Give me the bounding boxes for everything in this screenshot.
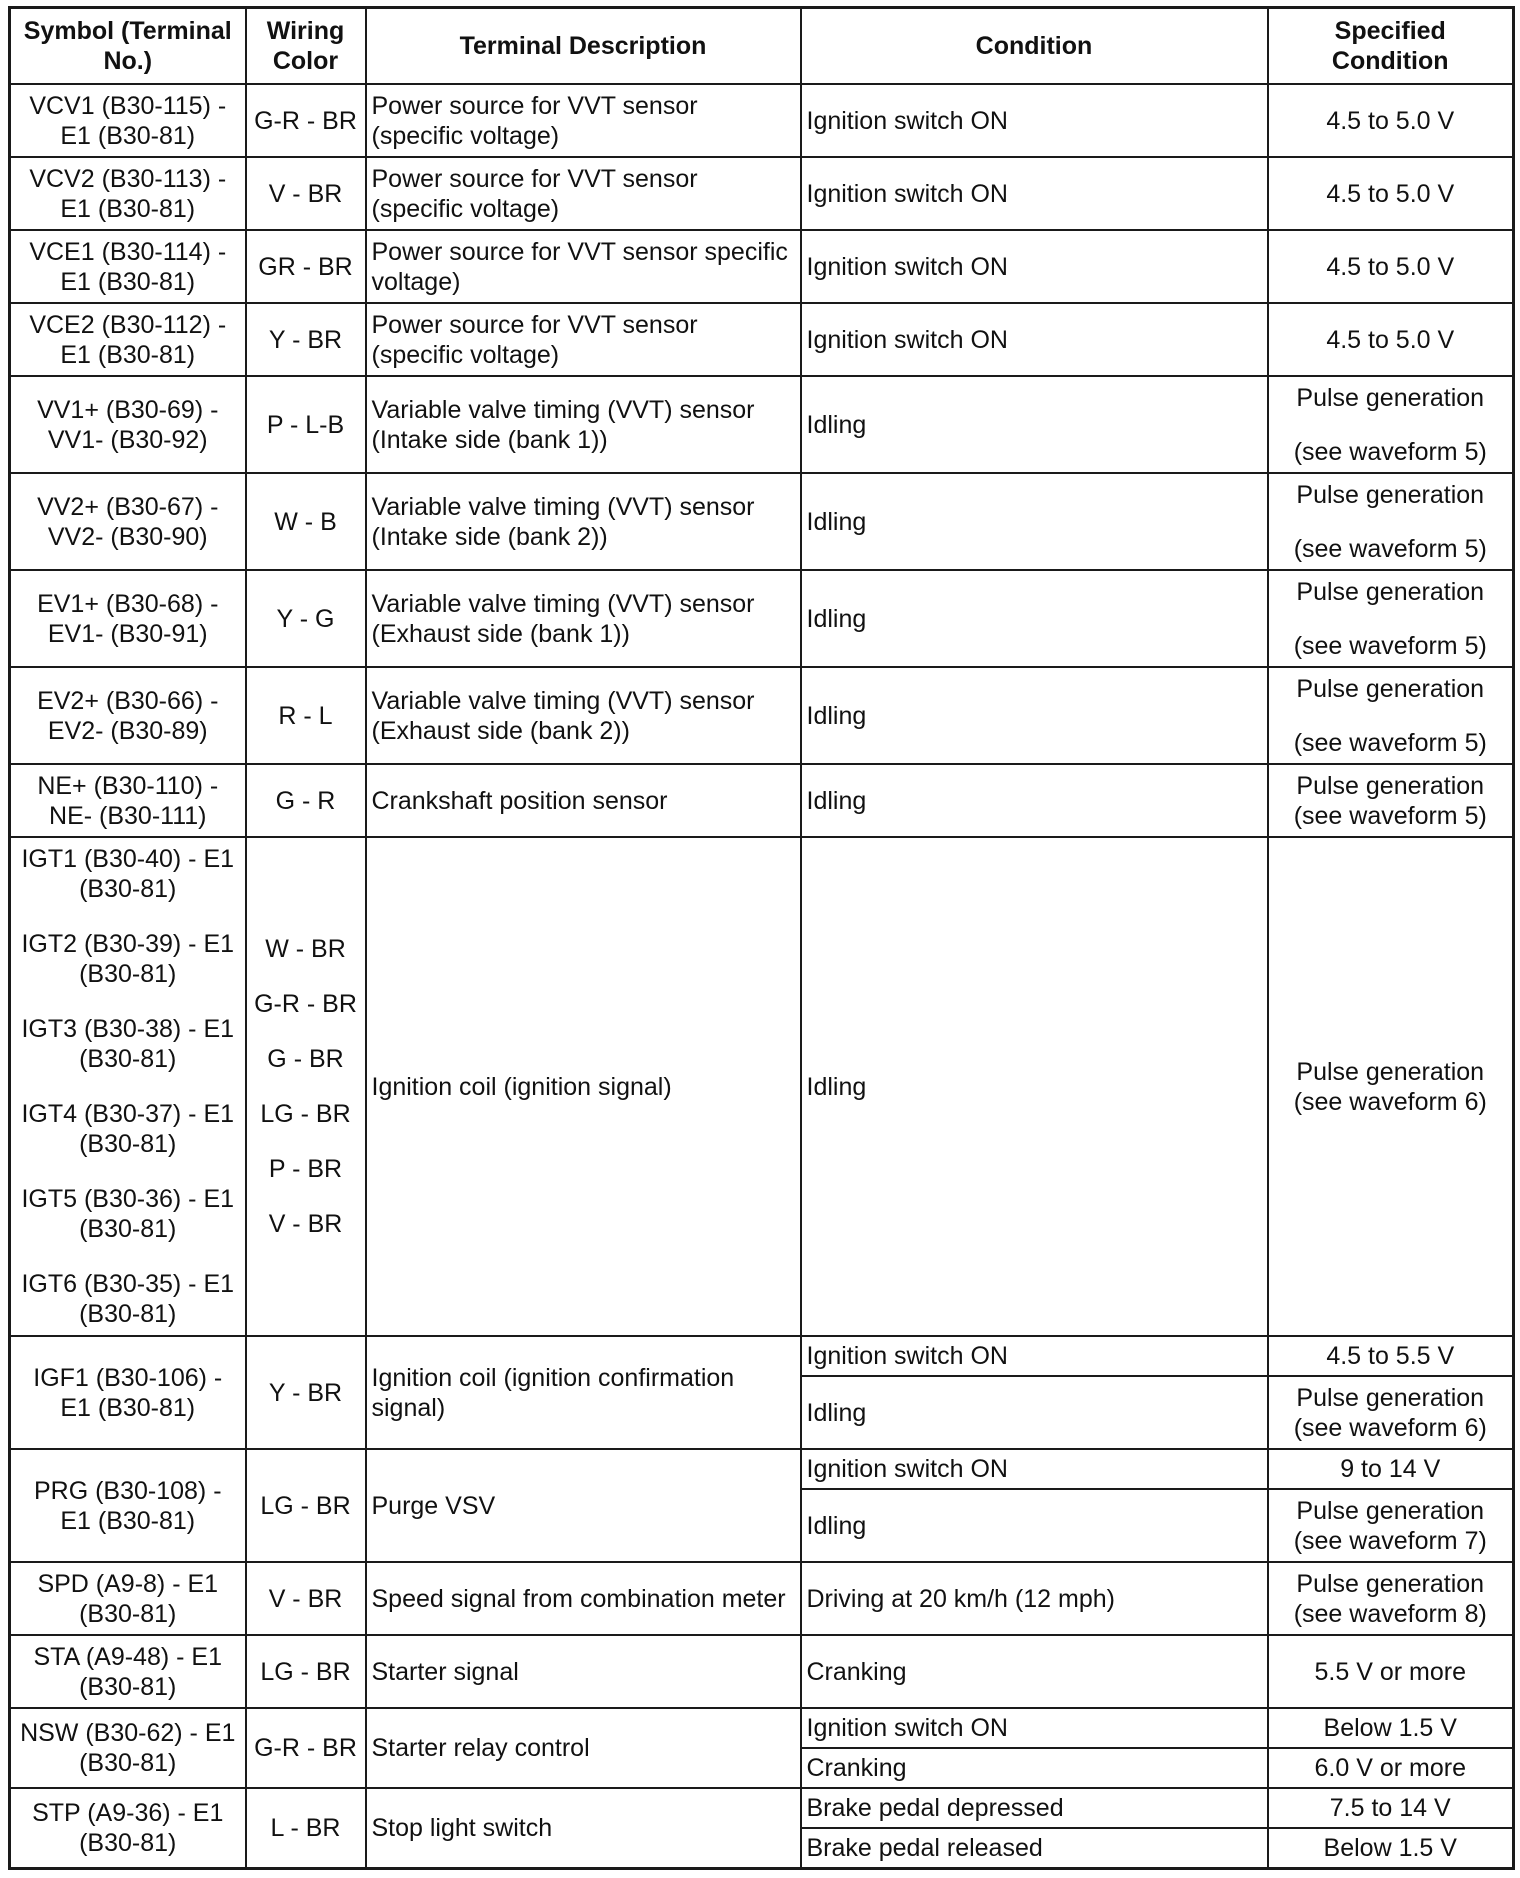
description-cell: Ignition coil (ignition confirmation signal)	[366, 1336, 801, 1449]
line-spacer	[1274, 510, 1508, 534]
description-cell: Starter relay control	[366, 1708, 801, 1788]
igt-symbol: IGT4 (B30-37) - E1 (B30-81)	[21, 1100, 235, 1158]
wiring-cell: LG - BR	[246, 1449, 366, 1562]
symbol-cell: SPD (A9-8) - E1 (B30-81)	[10, 1562, 246, 1635]
terminal-table-container	[8, 6, 1512, 1870]
line-spacer	[1274, 607, 1508, 631]
description-cell: Stop light switch	[366, 1788, 801, 1868]
specified-line-1: Pulse generation	[1296, 674, 1485, 703]
condition-cell: Brake pedal depressed	[801, 1788, 1268, 1828]
description-cell: Purge VSV	[366, 1449, 801, 1562]
condition-cell: Idling	[801, 764, 1268, 837]
wiring-cell: W - B	[246, 473, 366, 570]
condition-cell: Idling	[801, 376, 1268, 473]
igt-wiring: G-R - BR	[254, 990, 357, 1018]
table-row	[10, 303, 1514, 376]
condition-cell: Ignition switch ON	[801, 84, 1268, 157]
condition-cell: Idling	[801, 667, 1268, 764]
specified-line-2: (see waveform 5)	[1293, 631, 1487, 660]
specified-cell: Below 1.5 V	[1268, 1708, 1514, 1748]
specified-cell: 6.0 V or more	[1268, 1748, 1514, 1788]
specified-cell: 4.5 to 5.0 V	[1268, 303, 1514, 376]
table-row-igt-group	[10, 837, 1514, 1336]
description-cell: Variable valve timing (VVT) sensor (Exhaust side (bank 1))	[366, 570, 801, 667]
table-row	[10, 1336, 1514, 1376]
symbol-cell: VCE2 (B30-112) - E1 (B30-81)	[10, 303, 246, 376]
description-cell: Variable valve timing (VVT) sensor (Exhaust side (bank 2))	[366, 667, 801, 764]
condition-cell: Ignition switch ON	[801, 303, 1268, 376]
table-row	[10, 376, 1514, 473]
description-cell: Variable valve timing (VVT) sensor (Intake side (bank 1))	[366, 376, 801, 473]
condition-cell: Cranking	[801, 1748, 1268, 1788]
symbol-cell: VCE1 (B30-114) - E1 (B30-81)	[10, 230, 246, 303]
specified-cell: 4.5 to 5.0 V	[1268, 157, 1514, 230]
specified-cell	[1268, 473, 1514, 570]
specified-cell: Pulse generation (see waveform 7)	[1268, 1489, 1514, 1562]
wiring-cell: G - R	[246, 764, 366, 837]
symbol-cell: VV1+ (B30-69) - VV1- (B30-92)	[10, 376, 246, 473]
table-row	[10, 84, 1514, 157]
condition-cell: Ignition switch ON	[801, 157, 1268, 230]
specified-line-1: Pulse generation	[1296, 383, 1485, 412]
header-specified-condition: Specified Condition	[1268, 8, 1514, 85]
header-condition: Condition	[801, 8, 1268, 85]
condition-cell: Idling	[801, 473, 1268, 570]
igt-wiring: V - BR	[268, 1210, 343, 1238]
condition-cell: Ignition switch ON	[801, 1336, 1268, 1376]
symbol-cell: NE+ (B30-110) - NE- (B30-111)	[10, 764, 246, 837]
symbol-cell: STP (A9-36) - E1 (B30-81)	[10, 1788, 246, 1868]
table-row	[10, 1449, 1514, 1489]
igt-symbol: IGT6 (B30-35) - E1 (B30-81)	[21, 1270, 235, 1328]
table-row	[10, 570, 1514, 667]
header-symbol: Symbol (Terminal No.)	[10, 8, 246, 85]
condition-cell: Idling	[801, 1489, 1268, 1562]
symbol-cell: EV2+ (B30-66) - EV2- (B30-89)	[10, 667, 246, 764]
wiring-cell: L - BR	[246, 1788, 366, 1868]
igt-symbol: IGT1 (B30-40) - E1 (B30-81)	[21, 845, 235, 903]
table-row	[10, 1708, 1514, 1748]
wiring-cell: Y - G	[246, 570, 366, 667]
specified-line-1: Pulse generation	[1296, 480, 1485, 509]
specified-cell: Pulse generation (see waveform 6)	[1268, 1376, 1514, 1449]
header-terminal-description: Terminal Description	[366, 8, 801, 85]
specified-line-1: Pulse generation	[1296, 577, 1485, 606]
description-cell: Power source for VVT sensor (specific voltage)	[366, 84, 801, 157]
specified-line-2: (see waveform 5)	[1293, 728, 1487, 757]
specified-cell	[1268, 570, 1514, 667]
table-row	[10, 764, 1514, 837]
specified-cell: 5.5 V or more	[1268, 1635, 1514, 1708]
condition-cell: Cranking	[801, 1635, 1268, 1708]
description-cell: Ignition coil (ignition signal)	[366, 837, 801, 1336]
specified-cell: Pulse generation (see waveform 8)	[1268, 1562, 1514, 1635]
symbol-cell: PRG (B30-108) - E1 (B30-81)	[10, 1449, 246, 1562]
condition-cell: Ignition switch ON	[801, 1708, 1268, 1748]
symbol-cell: VV2+ (B30-67) - VV2- (B30-90)	[10, 473, 246, 570]
igt-wiring: P - BR	[268, 1155, 343, 1183]
igt-symbol: IGT3 (B30-38) - E1 (B30-81)	[21, 1015, 235, 1073]
condition-cell: Ignition switch ON	[801, 230, 1268, 303]
specified-cell: 9 to 14 V	[1268, 1449, 1514, 1489]
symbol-cell: EV1+ (B30-68) - EV1- (B30-91)	[10, 570, 246, 667]
symbol-cell: STA (A9-48) - E1 (B30-81)	[10, 1635, 246, 1708]
ecm-terminal-table	[8, 6, 1515, 1870]
description-cell: Power source for VVT sensor (specific voltage)	[366, 303, 801, 376]
condition-cell: Ignition switch ON	[801, 1449, 1268, 1489]
table-row	[10, 473, 1514, 570]
description-cell: Variable valve timing (VVT) sensor (Intake side (bank 2))	[366, 473, 801, 570]
wiring-cell: P - L-B	[246, 376, 366, 473]
specified-cell: Below 1.5 V	[1268, 1828, 1514, 1868]
condition-cell: Idling	[801, 837, 1268, 1336]
table-row	[10, 667, 1514, 764]
symbol-cell: NSW (B30-62) - E1 (B30-81)	[10, 1708, 246, 1788]
wiring-cell: Y - BR	[246, 1336, 366, 1449]
symbol-cell: IGF1 (B30-106) - E1 (B30-81)	[10, 1336, 246, 1449]
table-row	[10, 1788, 1514, 1828]
specified-cell: Pulse generation (see waveform 6)	[1268, 837, 1514, 1336]
line-spacer	[1274, 704, 1508, 728]
table-row	[10, 1562, 1514, 1635]
description-cell: Power source for VVT sensor (specific voltage)	[366, 157, 801, 230]
igt-symbol: IGT5 (B30-36) - E1 (B30-81)	[21, 1185, 235, 1243]
symbol-cell	[10, 837, 246, 1336]
specified-cell: 4.5 to 5.0 V	[1268, 84, 1514, 157]
table-row	[10, 157, 1514, 230]
description-cell: Crankshaft position sensor	[366, 764, 801, 837]
specified-cell	[1268, 667, 1514, 764]
igt-wiring: LG - BR	[260, 1100, 351, 1128]
symbol-cell: VCV2 (B30-113) - E1 (B30-81)	[10, 157, 246, 230]
igt-wiring: G - BR	[267, 1045, 344, 1073]
line-spacer	[1274, 413, 1508, 437]
header-row	[10, 8, 1514, 85]
table-row	[10, 230, 1514, 303]
specified-cell: 4.5 to 5.0 V	[1268, 230, 1514, 303]
wiring-cell: R - L	[246, 667, 366, 764]
specified-cell: Pulse generation (see waveform 5)	[1268, 764, 1514, 837]
specified-line-2: (see waveform 5)	[1293, 534, 1487, 563]
wiring-cell: G-R - BR	[246, 1708, 366, 1788]
wiring-cell: Y - BR	[246, 303, 366, 376]
wiring-cell: GR - BR	[246, 230, 366, 303]
wiring-cell: V - BR	[246, 157, 366, 230]
wiring-cell: V - BR	[246, 1562, 366, 1635]
wiring-cell: G-R - BR	[246, 84, 366, 157]
condition-cell: Brake pedal released	[801, 1828, 1268, 1868]
condition-cell: Idling	[801, 1376, 1268, 1449]
specified-cell: 4.5 to 5.5 V	[1268, 1336, 1514, 1376]
condition-cell: Driving at 20 km/h (12 mph)	[801, 1562, 1268, 1635]
wiring-cell: LG - BR	[246, 1635, 366, 1708]
specified-cell	[1268, 376, 1514, 473]
wiring-cell	[246, 837, 366, 1336]
description-cell: Power source for VVT sensor specific voltage)	[366, 230, 801, 303]
symbol-cell: VCV1 (B30-115) - E1 (B30-81)	[10, 84, 246, 157]
specified-cell: 7.5 to 14 V	[1268, 1788, 1514, 1828]
igt-wiring: W - BR	[265, 935, 346, 963]
description-cell: Starter signal	[366, 1635, 801, 1708]
table-row	[10, 1635, 1514, 1708]
specified-line-2: (see waveform 5)	[1293, 437, 1487, 466]
igt-symbol: IGT2 (B30-39) - E1 (B30-81)	[21, 930, 235, 988]
condition-cell: Idling	[801, 570, 1268, 667]
description-cell: Speed signal from combination meter	[366, 1562, 801, 1635]
header-wiring-color: Wiring Color	[246, 8, 366, 85]
